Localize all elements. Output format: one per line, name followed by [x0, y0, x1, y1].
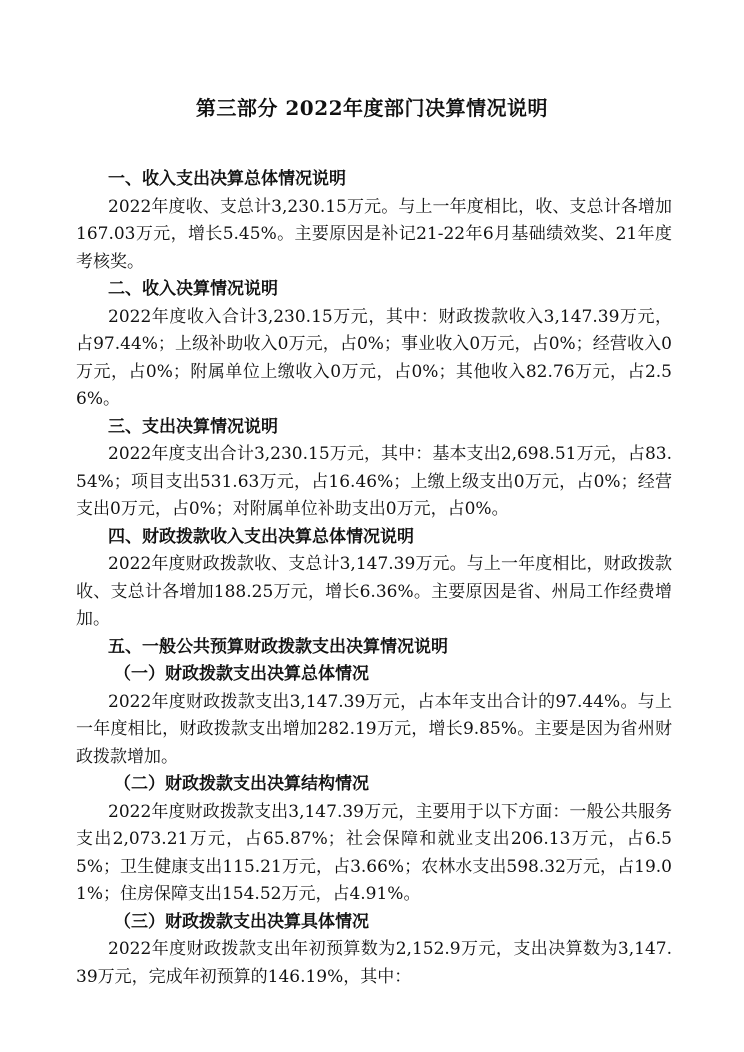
section-heading-5: 五、一般公共预算财政拨款支出决算情况说明: [108, 636, 448, 657]
section-paragraph-2: 2022年度收入合计3,230.15万元，其中：财政拨款收入3,147.39万元，占97.44%；上级补助收入0万元，占0%；事业收入0万元，占0%；经营收入0万元，占0%；附属单位上缴收入0万元，占0%；其他收入82.76万元，占2.56%。: [76, 306, 672, 409]
subsection-paragraph-5-3: 2022年度财政拨款支出年初预算数为2,152.9万元，支出决算数为3,147.39万元，完成年初预算的146.19%，其中：: [76, 939, 672, 987]
section-paragraph-4: 2022年度财政拨款收、支总计3,147.39万元。与上一年度相比，财政拨款收、支总计各增加188.25万元，增长6.36%。主要原因是省、州局工作经费增加。: [76, 554, 672, 629]
subsection-heading-5-2: （二）财政拨款支出决算结构情况: [114, 774, 369, 794]
document-body: [76, 166, 672, 991]
section-heading-3: 三、支出决算情况说明: [108, 416, 278, 437]
subsection-heading-5-1: （一）财政拨款支出决算总体情况: [114, 664, 369, 684]
section-heading-2: 二、收入决算情况说明: [108, 279, 278, 299]
page-title: 第三部分 2022年度部门决算情况说明: [195, 96, 549, 120]
subsection-paragraph-5-1: 2022年度财政拨款支出3,147.39万元，占本年支出合计的97.44%。与上一年度相比，财政拨款支出增加282.19万元，增长9.85%。主要是因为省州财政拨款增加。: [76, 691, 672, 767]
section-heading-4: 四、财政拨款收入支出决算总体情况说明: [108, 526, 414, 547]
subsection-paragraph-5-2: 2022年度财政拨款支出3,147.39万元，主要用于以下方面：一般公共服务支出2,073.21万元，占65.87%；社会保障和就业支出206.13万元，占6.55%；卫生健康支出115.21万元，占3.66%；农林水支出598.32万元，占19.01%；住房保障支出154.52万元，占4.91%。: [76, 801, 672, 904]
subsection-heading-5-3: （三）财政拨款支出决算具体情况: [114, 911, 369, 932]
section-paragraph-3: 2022年度支出合计3,230.15万元，其中：基本支出2,698.51万元，占83.54%；项目支出531.63万元，占16.46%；上缴上级支出0万元，占0%；经营支出0万元，占0%；对附属单位补助支出0万元，占0%。: [76, 444, 672, 519]
section-paragraph-1: 2022年度收、支总计3,230.15万元。与上一年度相比，收、支总计各增加167.03万元，增长5.45%。主要原因是补记21-22年6月基础绩效奖、21年度考核奖。: [76, 196, 672, 272]
section-heading-1: 一、收入支出决算总体情况说明: [108, 169, 346, 189]
